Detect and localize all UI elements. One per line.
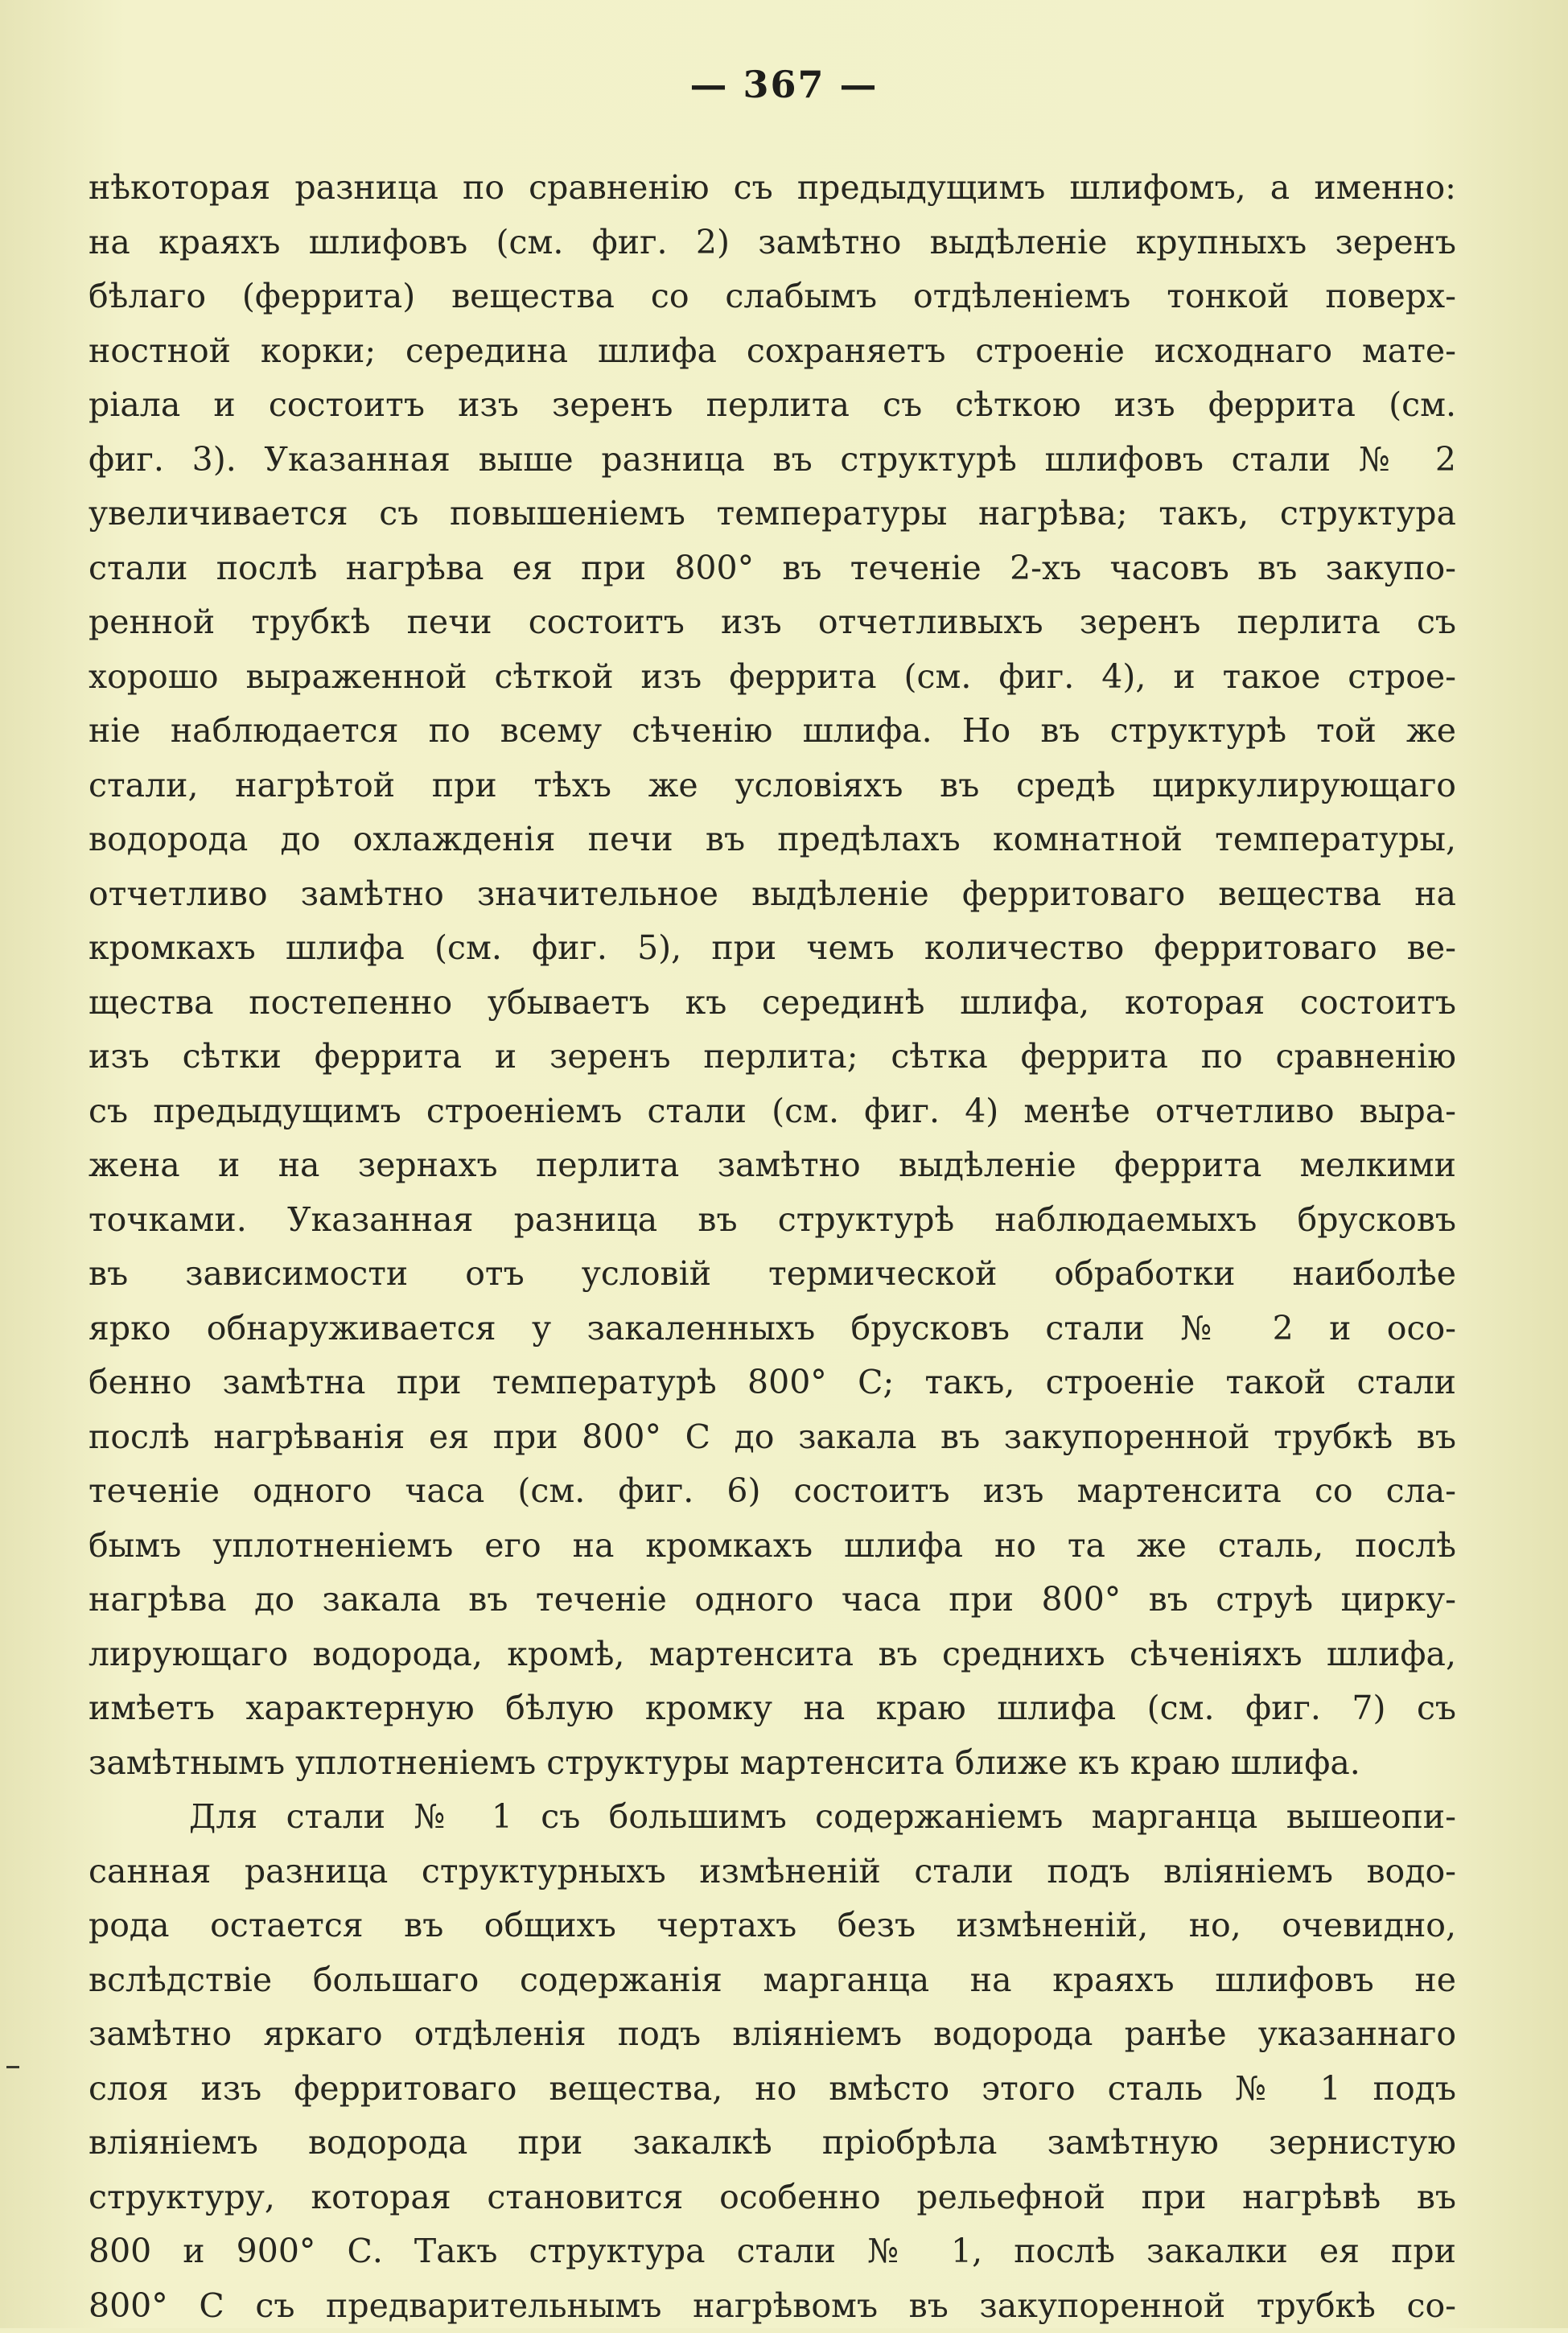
text-line: увеличивается съ повышеніемъ температуры нагрѣва; такъ, структура (88, 487, 1456, 541)
text-line: точками. Указанная разница въ структурѣ наблюдаемыхъ брусковъ (88, 1193, 1456, 1248)
text-line: хорошо выраженной сѣткой изъ феррита (см. фиг. 4), и такое строе- (88, 650, 1456, 705)
text-line: теченіе одного часа (см. фиг. 6) состоитъ изъ мартенсита со сла- (88, 1464, 1456, 1519)
text-line: бѣлаго (феррита) вещества со слабымъ отдѣленіемъ тонкой поверх- (88, 270, 1456, 324)
text-line: жена и на зернахъ перлита замѣтно выдѣленіе феррита мелкими (88, 1138, 1456, 1193)
text-line: структуру, которая становится особенно рельефной при нагрѣвѣ въ (88, 2170, 1456, 2225)
text-line: стали, нагрѣтой при тѣхъ же условіяхъ въ средѣ циркулирующаго (88, 759, 1456, 813)
text-line: вслѣдствіе большаго содержанія марганца на краяхъ шлифовъ не (88, 1953, 1456, 2008)
margin-dash (6, 2066, 19, 2068)
text-line: ніе наблюдается по всему сѣченію шлифа. Но въ структурѣ той же (88, 704, 1456, 759)
text-line: имѣетъ характерную бѣлую кромку на краю шлифа (см. фиг. 7) съ (88, 1681, 1456, 1736)
text-line: 800 и 900° С. Такъ структура стали № 1, послѣ закалки ея при (88, 2224, 1456, 2279)
text-line: изъ сѣтки феррита и зеренъ перлита; сѣтка феррита по сравненію (88, 1030, 1456, 1084)
text-line: бымъ уплотненіемъ его на кромкахъ шлифа но та же сталь, послѣ (88, 1519, 1456, 1574)
text-line: отчетливо замѣтно значительное выдѣленіе ферритоваго вещества на (88, 867, 1456, 922)
text-line: кромкахъ шлифа (см. фиг. 5), при чемъ количество ферритоваго ве- (88, 921, 1456, 976)
text-line: ярко обнаруживается у закаленныхъ брусковъ стали № 2 и осо- (88, 1302, 1456, 1356)
text-line: на краяхъ шлифовъ (см. фиг. 2) замѣтно выдѣленіе крупныхъ зеренъ (88, 216, 1456, 270)
text-line: щества постепенно убываетъ къ серединѣ шлифа, которая состоитъ (88, 976, 1456, 1031)
text-line: замѣтно яркаго отдѣленія подъ вліяніемъ водорода ранѣе указаннаго (88, 2007, 1456, 2062)
text-line: Для стали № 1 съ большимъ содержаніемъ марганца вышеопи- (88, 1790, 1456, 1845)
text-line: фиг. 3). Указанная выше разница въ структурѣ шлифовъ стали № 2 (88, 433, 1456, 488)
text-line: бенно замѣтна при температурѣ 800° С; такъ, строеніе такой стали (88, 1356, 1456, 1410)
text-line: стали послѣ нагрѣва ея при 800° въ теченіе 2-хъ часовъ въ закупо- (88, 541, 1456, 596)
text-line: слоя изъ ферритоваго вещества, но вмѣсто этого сталь № 1 подъ (88, 2062, 1456, 2117)
text-line: ріала и состоитъ изъ зеренъ перлита съ сѣткою изъ феррита (см. (88, 378, 1456, 433)
text-line: рода остается въ общихъ чертахъ безъ измѣненій, но, очевидно, (88, 1899, 1456, 1953)
text-line: нѣкоторая разница по сравненію съ предыдущимъ шлифомъ, а именно: (88, 161, 1456, 216)
text-line: 800° С съ предварительнымъ нагрѣвомъ въ закупоренной трубкѣ со- (88, 2279, 1456, 2333)
text-line: лирующаго водорода, кромѣ, мартенсита въ среднихъ сѣченіяхъ шлифа, (88, 1627, 1456, 1682)
body-text (88, 161, 1456, 2333)
text-line: съ предыдущимъ строеніемъ стали (см. фиг. 4) менѣе отчетливо выра- (88, 1084, 1456, 1139)
text-line: послѣ нагрѣванія ея при 800° С до закала въ закупоренной трубкѣ въ (88, 1410, 1456, 1465)
text-line: ностной корки; середина шлифа сохраняетъ строеніе исходнаго мате- (88, 324, 1456, 379)
text-line: санная разница структурныхъ измѣненій стали подъ вліяніемъ водо- (88, 1845, 1456, 1899)
text-line: водорода до охлажденія печи въ предѣлахъ комнатной температуры, (88, 813, 1456, 867)
text-line: нагрѣва до закала въ теченіе одного часа при 800° въ струѣ цирку- (88, 1573, 1456, 1627)
text-line: вліяніемъ водорода при закалкѣ пріобрѣла замѣтную зернистую (88, 2116, 1456, 2170)
text-line: въ зависимости отъ условій термической обработки наиболѣе (88, 1247, 1456, 1302)
page-number: — 367 — (0, 63, 1568, 106)
text-line: замѣтнымъ уплотненіемъ структуры мартенсита ближе къ краю шлифа. (88, 1736, 1456, 1791)
text-line: ренной трубкѣ печи состоитъ изъ отчетливыхъ зеренъ перлита съ (88, 595, 1456, 650)
